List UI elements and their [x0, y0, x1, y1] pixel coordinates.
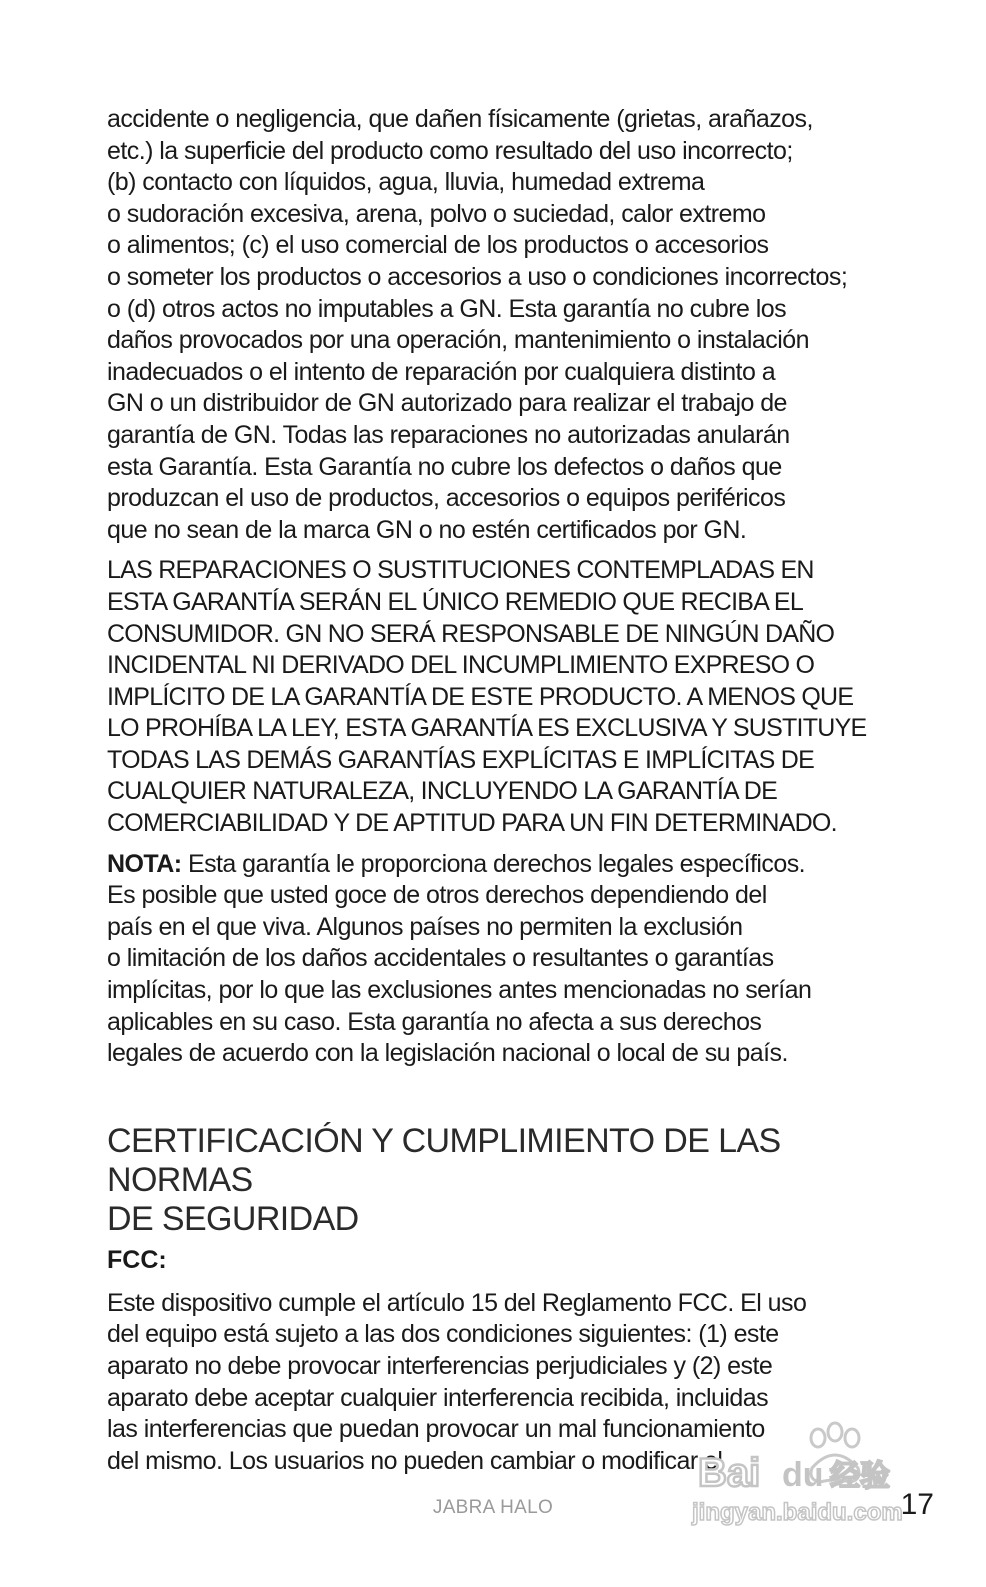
footer-brand: JABRA HALO: [432, 1497, 554, 1518]
baidu-watermark-logo: [690, 1420, 920, 1530]
svg-text:经验: 经验: [830, 1459, 890, 1494]
page-content: [107, 104, 882, 1486]
nota-label: NOTA:: [107, 849, 182, 878]
svg-text:du: du: [782, 1456, 824, 1494]
warranty-exclusions-paragraph: accidente o negligencia, que dañen físicamente (grietas, arañazos, etc.) la superficie del producto como resultado del uso incorrecto; (b) contacto con líquidos, agua, lluvia, humedad extrema o sudoración excesiva, arena, polvo o suciedad, calor extremo o alimentos; (c) el uso comercial de los productos o accesorios o someter los productos o accesorios a uso o condiciones incorrectos; o (d) otros actos no imputables a GN. Esta garantía no cubre los daños provocados por una operación, mantenimiento o instalación inadecuados o el intento de reparación por cualquiera distinto a GN o un distribuidor de GN autorizado para realizar el trabajo de garantía de GN. Todas las reparaciones no autorizadas anularán esta Garantía. Esta Garantía no cubre los defectos o daños que produzcan el uso de productos, accesorios o equipos periféricos que no sean de la marca GN o no estén certificados por GN.: [107, 105, 848, 544]
nota-text: Esta garantía le proporciona derechos legales específicos. Es posible que usted goce de otros derechos dependiendo del país en el que viva. Algunos países no permiten la exclusión o limitación de los daños accidentales o resultantes o garantías implícitas, por lo que las exclusiones antes mencionadas no serían aplicables en su caso. Esta garantía no afecta a sus derechos legales de acuerdo con la legislación nacional o local de su país.: [107, 849, 812, 1068]
fcc-subheading: FCC:: [107, 1245, 167, 1274]
svg-text:jingyan.baidu.com: jingyan.baidu.com: [692, 1499, 903, 1526]
warranty-liability-paragraph: LAS REPARACIONES O SUSTITUCIONES CONTEMPLADAS EN ESTA GARANTÍA SERÁN EL ÚNICO REMEDIO QUE RECIBA EL CONSUMIDOR. GN NO SERÁ RESPONSABLE DE NINGÚN DAÑO INCIDENTAL NI DERIVADO DEL INCUMPLIMIENTO EXPRESO O IMPLÍCITO DE LA GARANTÍA DE ESTE PRODUCTO. A MENOS QUE LO PROHÍBA LA LEY, ESTA GARANTÍA ES EXCLUSIVA Y SUSTITUYE TODAS LAS DEMÁS GARANTÍAS EXPLÍCITAS E IMPLÍCITAS DE CUALQUIER NATURALEZA, INCLUYENDO LA GARANTÍA DE COMERCIABILIDAD Y DE APTITUD PARA UN FIN DETERMINADO.: [107, 556, 867, 838]
fcc-paragraph: Este dispositivo cumple el artículo 15 del Reglamento FCC. El uso del equipo está sujeto a las dos condiciones siguientes: (1) este aparato no debe provocar interferencias perjudiciales y (2) este aparato debe aceptar cualquier interferencia recibida, incluidas las interferencias que puedan provocar un mal funcionamiento del mismo. Los usuarios no pueden cambiar o modificar el: [107, 1288, 807, 1475]
nota-paragraph: [107, 849, 882, 1070]
svg-text:Bai: Bai: [698, 1451, 761, 1495]
page-number: 17: [900, 1488, 934, 1521]
section-heading: CERTIFICACIÓN Y CUMPLIMIENTO DE LAS NORMAS DE SEGURIDAD: [107, 1121, 781, 1238]
